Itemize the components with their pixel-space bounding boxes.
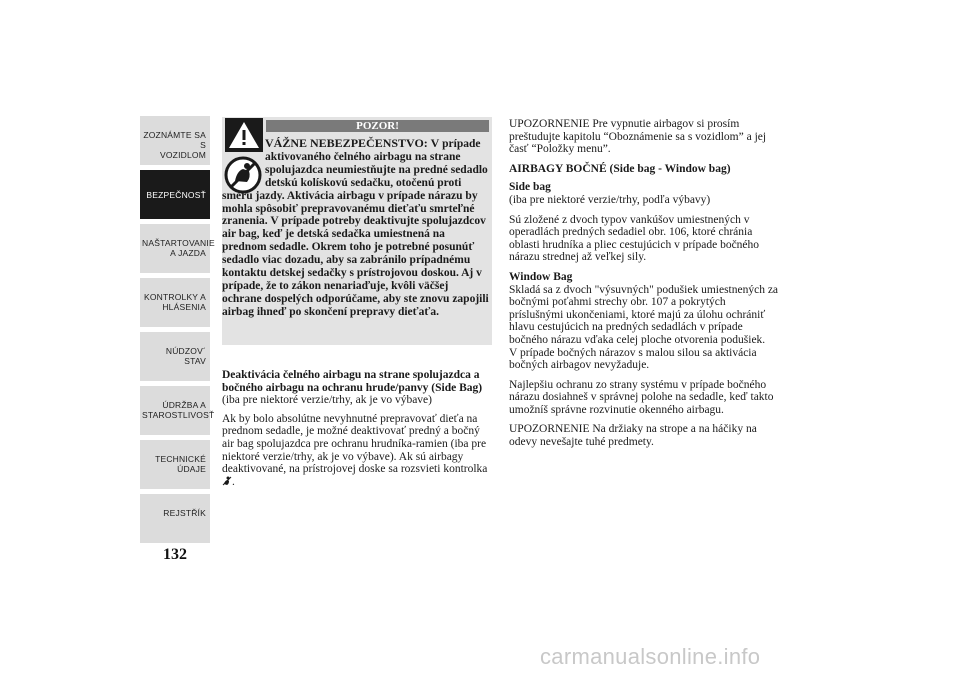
side-bag-note: (iba pre niektoré verzie/trhy, podľa výbavy): [509, 193, 711, 206]
side-bag-text: Sú zložené z dvoch typov vankúšov umiestnených v operadlách predných sedadiel obr. 106, ktoré chránia oblasti hrudníka a pliec cestujúcich v prípade bočného nárazu strednej až veľkej sily.: [509, 213, 760, 264]
right-column: [509, 118, 781, 456]
window-bag-title: Window Bag: [509, 270, 573, 283]
tab-emergency[interactable]: [140, 332, 210, 384]
tab-label: BEZPEČNOSŤ: [146, 190, 206, 200]
side-airbags-heading: AIRBAGY BOČNÉ (Side bag - Window bag): [509, 162, 731, 175]
warning-text: [222, 137, 490, 319]
side-bag-title: Side bag: [509, 181, 551, 194]
warning-title: POZOR!: [266, 120, 489, 132]
section-paragraph: Ak by bolo absolútne nevyhnutné prepravovať dieťa na prednom sedadle, je možné deaktivovať predný a bočný air bag spolujazdca pre ochranu hrudníka-ramien (iba pre niektoré verzie/trhy, ak je vo výbave). Ak sú airbagy deaktivované, na prístrojovej doske sa rozsvieti kontrolka: [222, 412, 488, 476]
tab-vehicle[interactable]: [140, 116, 210, 168]
note-airbag-off: UPOZORNENIE Pre vypnutie airbagov si prosím preštudujte kapitolu “Oboznámenie sa s vozidlom” a jej časť “Položky menu”.: [509, 118, 767, 156]
tab-maintenance[interactable]: [140, 386, 215, 438]
best-protection-paragraph: Najlepšiu ochranu zo strany systému v prípade bočného nárazu dosiahneš v správnej polohe na sedadle, keď takto umožníš správne rozvinutie okenného airbagu.: [509, 378, 774, 416]
section-subnote: (iba pre niektoré verzie/trhy, ak je vo výbave): [222, 394, 432, 407]
tab-index[interactable]: [140, 494, 210, 546]
tab-starting[interactable]: [140, 224, 215, 276]
note-hooks: UPOZORNENIE Na držiaky na strope a na háčiky na odevy nevešajte tuhé predmety.: [509, 423, 757, 449]
tab-safety[interactable]: [140, 170, 210, 222]
warning-lead: VÁŽNE NEBEZPEČENSTVO: V: [265, 136, 440, 150]
tab-label: TECHNICKÉ ÚDAJE: [155, 454, 206, 474]
section-paragraph-end: .: [232, 475, 235, 488]
tab-warnings[interactable]: [140, 278, 210, 330]
section-heading: Deaktivácia čelného airbagu na strane spolujazdca a bočného airbagu na ochranu hrude/panvy (Side Bag): [222, 369, 483, 394]
low-force-paragraph: V prípade bočných nárazov s malou silou sa aktivácia bočných airbagov nevyžaduje.: [509, 346, 757, 372]
tab-label: NAŠTARTOVANIE A JAZDA: [142, 238, 215, 258]
warning-body: prípade aktivovaného čelného airbagu na strane spolujazdca neumiestňujte na predné sedadlo detskú kolískovú sedačku, otočenú proti smeru jazdy. Aktivácia airbagu v prípade nárazu by mohla spôsobiť prepravovanému dieťaťu smrteľné zranenia. V prípade potreby deaktivujte spolujazdcov air bag, keď je detská sedačka umiestnená na prednom sedadle. Okrem toho je potrebné posunúť sedadlo viac dozadu, aby sa zabránilo prípadnému kontaktu detskej sedačky s prístrojovou doskou. Aj v prípade, že to zákon nenariaďuje, kvôli väčšej ochrane dospelých odporúčame, aby ste znovu zapojili airbag ihneď po skončení prepravy dieťaťa.: [222, 138, 489, 318]
tab-technical[interactable]: [140, 440, 210, 492]
page-number: 132: [163, 546, 187, 563]
tab-label: REJSTŘÍK: [163, 508, 206, 518]
tab-label: ÚDRŽBA A STAROSTLIVOSŤ: [142, 400, 215, 420]
tab-label: ZOZNÁMTE SA S VOZIDLOM: [143, 130, 206, 160]
watermark: carmanualsonline.info: [540, 644, 761, 669]
tab-label: NÚDZOV´ STAV: [165, 346, 206, 366]
airbag-off-indicator-icon: [222, 476, 232, 486]
window-bag-text: Skladá sa z dvoch "výsuvných" podušiek umiestnených za bočnými poťahmi strechy obr. 107 a pokrytých príslušnými ukončeniami, ktoré majú za úlohu ochrániť hlavu cestujúcich na predných sedadlách v prípade bočného nárazu vďaka celej ploche otvorenia podušiek.: [509, 283, 779, 346]
tab-label: KONTROLKY A HLÁSENIA: [143, 292, 206, 312]
left-column: [222, 369, 494, 494]
